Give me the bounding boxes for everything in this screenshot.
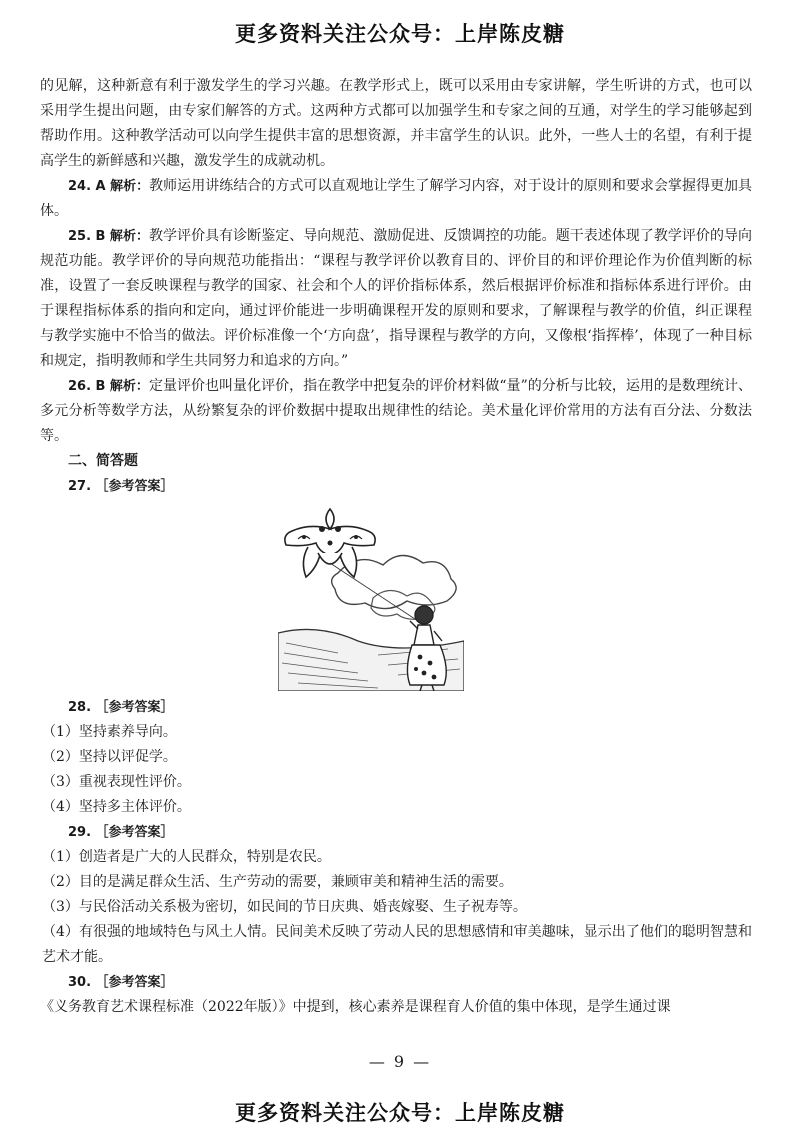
kite-illustration xyxy=(40,499,752,695)
q28-number: 28. xyxy=(68,700,92,715)
question-27 xyxy=(40,474,752,499)
page-number: — 9 — xyxy=(368,1052,432,1071)
question-29 xyxy=(40,820,752,845)
footer-banner: 更多资料关注公众号：上岸陈皮糖 xyxy=(235,1101,565,1125)
q28-item-1: （1）坚持素养导向。 xyxy=(42,724,177,740)
q29-item-3: （3）与民俗活动关系极为密切，如民间的节日庆典、婚丧嫁娶、生子祝寿等。 xyxy=(42,899,527,915)
question-26 xyxy=(40,374,752,449)
q26-text: 定量评价也叫量化评价，指在教学中把复杂的评价材料做“量”的分析与比较，运用的是数理统计、多元分析等数学方法，从纷繁复杂的评价数据中提取出规律性的结论。美术量化评价常用的方法有百分法、分数法等。 xyxy=(40,378,752,444)
q30-text: 《义务教育艺术课程标准（2022年版）》中提到，核心素养是课程育人价值的集中体现，是学生通过课 xyxy=(40,999,671,1015)
q25-text: 教学评价具有诊断鉴定、导向规范、激励促进、反馈调控的功能。题干表述体现了教学评价的导向规范功能。教学评价的导向规范功能指出：“课程与教学评价以教育目的、评价目的和评价理论作为价值判断的标准，设置了一套反映课程与教学的国家、社会和个人的评价指标体系，然后根据评价标准和指标体系进行评价。由于课程指标体系的指向和定向，通过评价能进一步明确课程开发的原则和要求，了解课程与教学的价值，纠正课程与教学实施中不恰当的做法。评价标准像一个‘方向盘’，指导课程与教学的方向，又像根‘指挥棒’，体现了一种目标和规定，指明教师和学生共同努力和追求的方向。” xyxy=(40,228,753,369)
q25-number: 25. xyxy=(68,229,92,244)
q26-number: 26. xyxy=(68,379,92,394)
q24-answer: A xyxy=(95,179,106,194)
q27-number: 27. xyxy=(68,479,92,494)
q29-label: ［参考答案］ xyxy=(95,825,174,840)
q29-item-2: （2）目的是满足群众生活、生产劳动的需要，兼顾审美和精神生活的需要。 xyxy=(42,874,513,890)
q30-label: ［参考答案］ xyxy=(95,975,174,990)
header-banner: 更多资料关注公众号：上岸陈皮糖 xyxy=(235,22,565,46)
question-24 xyxy=(40,174,752,224)
intro-paragraph: 的见解，这种新意有利于激发学生的学习兴趣。在教学形式上，既可以采用由专家讲解，学生听讲的方式，也可以采用学生提出问题，由专家们解答的方式。这两种方式都可以加强学生和专家之间的互通，对学生的学习能够起到帮助作用。这种教学活动可以向学生提供丰富的思想资源，并丰富学生的认识。此外，一些人士的名望，有利于提高学生的新鲜感和兴趣，激发学生的成就动机。 xyxy=(40,78,752,169)
q25-label: 解析： xyxy=(109,229,149,244)
q26-answer: B xyxy=(95,379,106,394)
q29-number: 29. xyxy=(68,825,92,840)
q28-item-2: （2）坚持以评促学。 xyxy=(42,749,177,765)
q24-number: 24. xyxy=(68,179,92,194)
q29-item-1: （1）创造者是广大的人民群众，特别是农民。 xyxy=(42,849,331,865)
q28-item-4: （4）坚持多主体评价。 xyxy=(42,799,191,815)
q26-label: 解析： xyxy=(109,379,149,394)
kite-girl-drawing xyxy=(278,503,464,691)
q28-label: ［参考答案］ xyxy=(95,700,174,715)
q24-text: 教师运用讲练结合的方式可以直观地让学生了解学习内容，对于设计的原则和要求会掌握得更加具体。 xyxy=(40,178,753,219)
q25-answer: B xyxy=(95,229,106,244)
q27-label: ［参考答案］ xyxy=(95,479,174,494)
question-30 xyxy=(40,970,752,995)
page-content xyxy=(40,74,752,1020)
q29-item-4: （4）有很强的地域特色与风土人情。民间美术反映了劳动人民的思想感情和审美趣味，显示出了他们的聪明智慧和艺术才能。 xyxy=(42,924,752,965)
section-title: 二、简答题 xyxy=(68,453,138,469)
question-25 xyxy=(40,224,752,374)
question-28 xyxy=(40,695,752,720)
q30-number: 30. xyxy=(68,975,92,990)
q28-item-3: （3）重视表现性评价。 xyxy=(42,774,191,790)
q24-label: 解析： xyxy=(110,179,150,194)
